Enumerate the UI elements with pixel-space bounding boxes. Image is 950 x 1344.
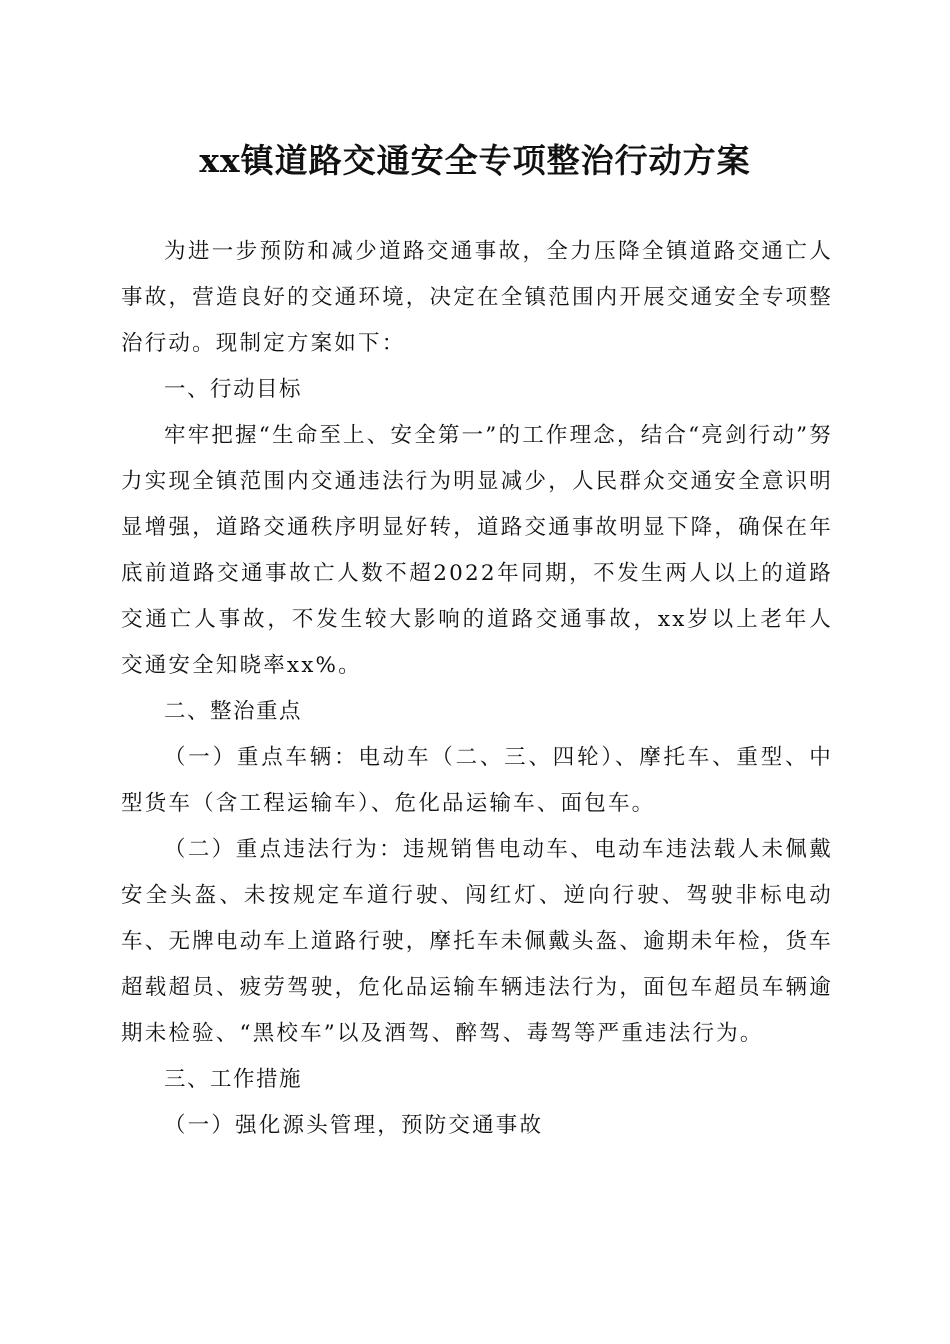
section-heading-goals: 一、行动目标 [164, 377, 303, 402]
focus-violations-paragraph: （二）重点违法行为：违规销售电动车、电动车违法载人未佩戴安全头盔、未按规定车道行驶、闯红灯、逆向行驶、驾驶非标电动车、无牌电动车上道路行驶，摩托车未佩戴头盔、逾期未年检，货车超载超员、疲劳驾驶，危化品运输车辆违法行为，面包车超员车辆逾期未检验、“黑校车”以及酒驾、醉驾、毒驾等严重违法行为。 [121, 837, 833, 1046]
section-heading-measures: 三、工作措施 [164, 1067, 303, 1092]
document-body [121, 229, 833, 1149]
measures-subheading: （一）强化源头管理，预防交通事故 [164, 1113, 544, 1138]
intro-paragraph: 为进一步预防和减少道路交通事故，全力压降全镇道路交通亡人事故，营造良好的交通环境，决定在全镇范围内开展交通安全专项整治行动。现制定方案如下： [121, 239, 833, 356]
goals-paragraph: 牢牢把握“生命至上、安全第一”的工作理念，结合“亮剑行动”努力实现全镇范围内交通违法行为明显减少，人民群众交通安全意识明显增强，道路交通秩序明显好转，道路交通事故明显下降，确保在年底前道路交通事故亡人数不超2022年同期，不发生两人以上的道路交通亡人事故，不发生较大影响的道路交通事故，xx岁以上老年人交通安全知晓率xx%。 [121, 423, 833, 678]
focus-vehicles-paragraph: （一）重点车辆：电动车（二、三、四轮）、摩托车、重型、中型货车（含工程运输车）、危化品运输车、面包车。 [121, 745, 833, 816]
section-heading-focus: 二、整治重点 [164, 699, 303, 724]
document-title: xx镇道路交通安全专项整治行动方案 [199, 141, 751, 180]
